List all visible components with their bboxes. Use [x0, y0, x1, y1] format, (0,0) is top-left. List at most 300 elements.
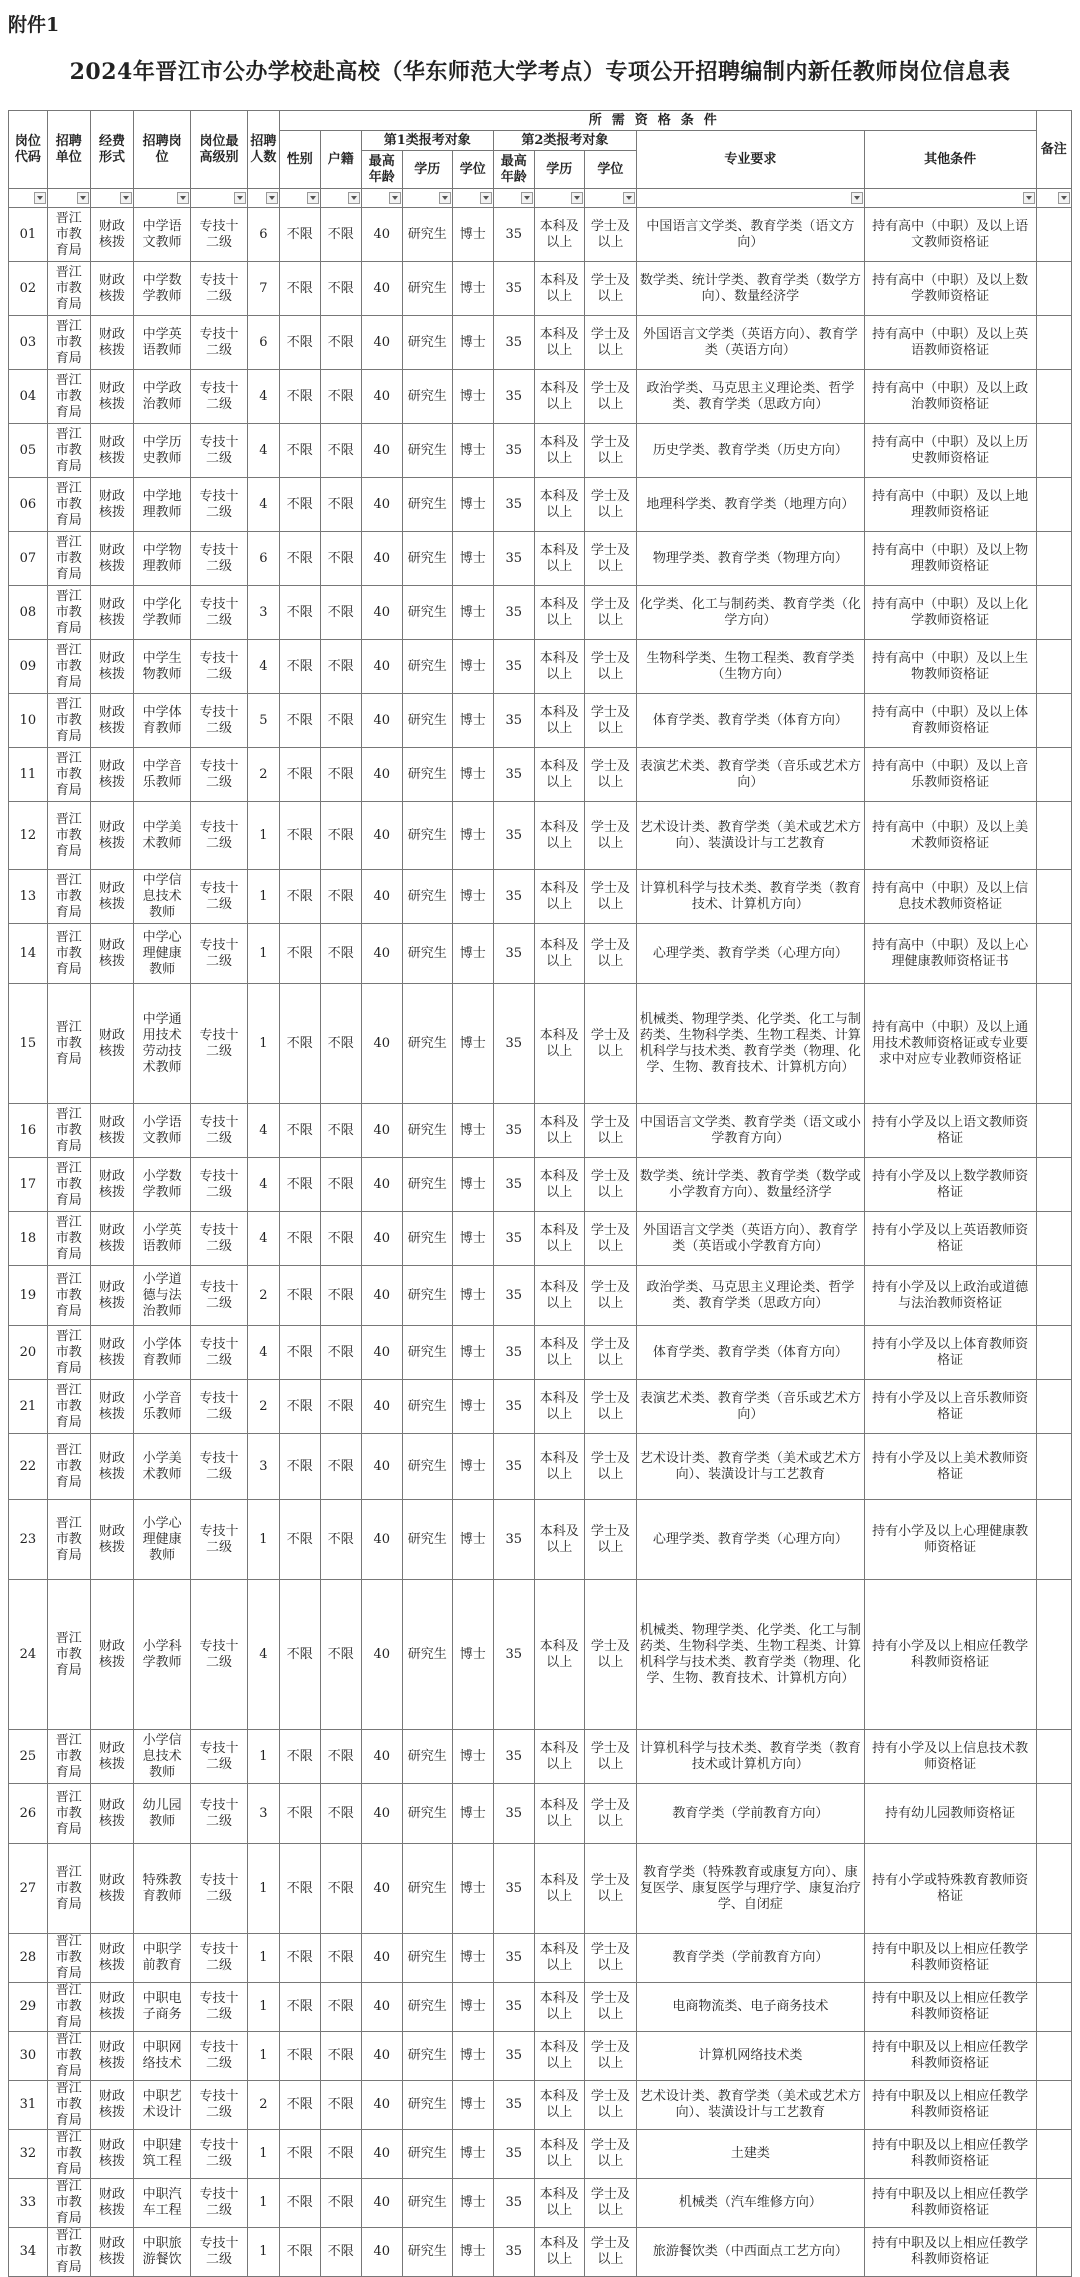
table-row[interactable]	[9, 924, 1072, 984]
cell-edu2[interactable]: 本科及以上	[534, 2228, 584, 2277]
cell-code[interactable]: 13	[9, 870, 48, 924]
cell-edu2[interactable]: 本科及以上	[534, 1266, 584, 1326]
cell-count[interactable]: 4	[247, 1104, 279, 1158]
cell-level[interactable]: 专技十二级	[191, 1326, 248, 1380]
cell-funding[interactable]: 财政核拨	[90, 984, 133, 1104]
cell-deg1[interactable]: 博士	[452, 1212, 493, 1266]
cell-deg2[interactable]: 学士及以上	[584, 424, 636, 478]
cell-position[interactable]: 小学语文教师	[134, 1104, 191, 1158]
filter-hukou[interactable]	[320, 189, 361, 208]
cell-hukou[interactable]: 不限	[320, 694, 361, 748]
cell-age1[interactable]: 40	[361, 1212, 402, 1266]
filter-dropdown-icon[interactable]	[480, 192, 492, 204]
cell-major[interactable]: 外国语言文学类（英语方向）、教育学类（英语或小学教育方向）	[637, 1212, 865, 1266]
cell-funding[interactable]: 财政核拨	[90, 640, 133, 694]
cell-code[interactable]: 22	[9, 1434, 48, 1500]
filter-dropdown-icon[interactable]	[177, 192, 189, 204]
cell-hukou[interactable]: 不限	[320, 1104, 361, 1158]
cell-code[interactable]: 18	[9, 1212, 48, 1266]
cell-funding[interactable]: 财政核拨	[90, 1380, 133, 1434]
cell-remarks[interactable]	[1036, 1844, 1071, 1934]
table-row[interactable]	[9, 1934, 1072, 1983]
cell-code[interactable]: 02	[9, 262, 48, 316]
filter-major[interactable]	[637, 189, 865, 208]
table-row[interactable]	[9, 2130, 1072, 2179]
cell-age2[interactable]: 35	[493, 1500, 534, 1580]
cell-edu2[interactable]: 本科及以上	[534, 748, 584, 802]
cell-funding[interactable]: 财政核拨	[90, 370, 133, 424]
table-row[interactable]	[9, 208, 1072, 262]
cell-remarks[interactable]	[1036, 2179, 1071, 2228]
cell-funding[interactable]: 财政核拨	[90, 586, 133, 640]
cell-funding[interactable]: 财政核拨	[90, 1934, 133, 1983]
table-row[interactable]	[9, 1983, 1072, 2032]
cell-other[interactable]: 持有高中（中职）及以上音乐教师资格证	[864, 748, 1036, 802]
cell-age1[interactable]: 40	[361, 2032, 402, 2081]
cell-deg1[interactable]: 博士	[452, 1326, 493, 1380]
cell-count[interactable]: 2	[247, 1266, 279, 1326]
cell-count[interactable]: 3	[247, 1434, 279, 1500]
cell-hukou[interactable]: 不限	[320, 262, 361, 316]
cell-gender[interactable]: 不限	[279, 748, 320, 802]
cell-deg1[interactable]: 博士	[452, 1730, 493, 1784]
cell-age1[interactable]: 40	[361, 1983, 402, 2032]
filter-dropdown-icon[interactable]	[521, 192, 533, 204]
cell-code[interactable]: 03	[9, 316, 48, 370]
cell-major[interactable]: 表演艺术类、教育学类（音乐或艺术方向）	[637, 1380, 865, 1434]
table-row[interactable]	[9, 802, 1072, 870]
cell-deg1[interactable]: 博士	[452, 478, 493, 532]
cell-age2[interactable]: 35	[493, 802, 534, 870]
cell-major[interactable]: 政治学类、马克思主义理论类、哲学类、教育学类（思政方向）	[637, 1266, 865, 1326]
cell-deg2[interactable]: 学士及以上	[584, 586, 636, 640]
cell-major[interactable]: 心理学类、教育学类（心理方向）	[637, 1500, 865, 1580]
cell-unit[interactable]: 晋江市教育局	[47, 640, 90, 694]
cell-hukou[interactable]: 不限	[320, 1580, 361, 1730]
cell-position[interactable]: 中学语文教师	[134, 208, 191, 262]
cell-edu2[interactable]: 本科及以上	[534, 1844, 584, 1934]
cell-position[interactable]: 中职电子商务	[134, 1983, 191, 2032]
cell-deg1[interactable]: 博士	[452, 586, 493, 640]
cell-age1[interactable]: 40	[361, 984, 402, 1104]
cell-deg1[interactable]: 博士	[452, 1380, 493, 1434]
cell-edu2[interactable]: 本科及以上	[534, 1104, 584, 1158]
cell-code[interactable]: 09	[9, 640, 48, 694]
cell-hukou[interactable]: 不限	[320, 424, 361, 478]
cell-deg1[interactable]: 博士	[452, 1580, 493, 1730]
table-row[interactable]	[9, 1434, 1072, 1500]
cell-age1[interactable]: 40	[361, 532, 402, 586]
cell-major[interactable]: 中国语言文学类、教育学类（语文或小学教育方向）	[637, 1104, 865, 1158]
cell-other[interactable]: 持有高中（中职）及以上语文教师资格证	[864, 208, 1036, 262]
cell-level[interactable]: 专技十二级	[191, 1104, 248, 1158]
cell-deg1[interactable]: 博士	[452, 316, 493, 370]
cell-age1[interactable]: 40	[361, 2081, 402, 2130]
cell-unit[interactable]: 晋江市教育局	[47, 2032, 90, 2081]
cell-major[interactable]: 数学类、统计学类、教育学类（数学方向）、数量经济学	[637, 262, 865, 316]
cell-unit[interactable]: 晋江市教育局	[47, 1934, 90, 1983]
cell-funding[interactable]: 财政核拨	[90, 1983, 133, 2032]
cell-deg2[interactable]: 学士及以上	[584, 640, 636, 694]
cell-hukou[interactable]: 不限	[320, 316, 361, 370]
cell-level[interactable]: 专技十二级	[191, 586, 248, 640]
cell-level[interactable]: 专技十二级	[191, 1380, 248, 1434]
cell-major[interactable]: 机械类（汽车维修方向）	[637, 2179, 865, 2228]
cell-funding[interactable]: 财政核拨	[90, 1212, 133, 1266]
cell-level[interactable]: 专技十二级	[191, 1730, 248, 1784]
cell-major[interactable]: 历史学类、教育学类（历史方向）	[637, 424, 865, 478]
table-row[interactable]	[9, 2179, 1072, 2228]
cell-funding[interactable]: 财政核拨	[90, 1158, 133, 1212]
cell-deg2[interactable]: 学士及以上	[584, 1266, 636, 1326]
cell-remarks[interactable]	[1036, 640, 1071, 694]
cell-other[interactable]: 持有高中（中职）及以上数学教师资格证	[864, 262, 1036, 316]
cell-age2[interactable]: 35	[493, 532, 534, 586]
cell-other[interactable]: 持有中职及以上相应任教学科教师资格证	[864, 1983, 1036, 2032]
cell-age1[interactable]: 40	[361, 1580, 402, 1730]
cell-position[interactable]: 中职汽车工程	[134, 2179, 191, 2228]
cell-major[interactable]: 土建类	[637, 2130, 865, 2179]
cell-edu2[interactable]: 本科及以上	[534, 640, 584, 694]
filter-remarks[interactable]	[1036, 189, 1071, 208]
cell-age2[interactable]: 35	[493, 1784, 534, 1844]
cell-position[interactable]: 中学生物教师	[134, 640, 191, 694]
cell-edu2[interactable]: 本科及以上	[534, 870, 584, 924]
cell-deg2[interactable]: 学士及以上	[584, 2179, 636, 2228]
table-row[interactable]	[9, 1158, 1072, 1212]
cell-other[interactable]: 持有小学或特殊教育教师资格证	[864, 1844, 1036, 1934]
cell-unit[interactable]: 晋江市教育局	[47, 1326, 90, 1380]
cell-gender[interactable]: 不限	[279, 924, 320, 984]
filter-edu1[interactable]	[402, 189, 452, 208]
cell-edu1[interactable]: 研究生	[402, 924, 452, 984]
cell-edu1[interactable]: 研究生	[402, 1326, 452, 1380]
cell-deg1[interactable]: 博士	[452, 532, 493, 586]
cell-age1[interactable]: 40	[361, 1434, 402, 1500]
cell-level[interactable]: 专技十二级	[191, 2081, 248, 2130]
cell-age1[interactable]: 40	[361, 1500, 402, 1580]
cell-age2[interactable]: 35	[493, 1934, 534, 1983]
cell-level[interactable]: 专技十二级	[191, 640, 248, 694]
table-row[interactable]	[9, 1326, 1072, 1380]
filter-edu2[interactable]	[534, 189, 584, 208]
filter-code[interactable]	[9, 189, 48, 208]
cell-edu1[interactable]: 研究生	[402, 1104, 452, 1158]
cell-gender[interactable]: 不限	[279, 1580, 320, 1730]
cell-code[interactable]: 24	[9, 1580, 48, 1730]
cell-remarks[interactable]	[1036, 694, 1071, 748]
table-row[interactable]	[9, 2081, 1072, 2130]
cell-position[interactable]: 中学体育教师	[134, 694, 191, 748]
cell-unit[interactable]: 晋江市教育局	[47, 1844, 90, 1934]
cell-age1[interactable]: 40	[361, 586, 402, 640]
cell-major[interactable]: 艺术设计类、教育学类（美术或艺术方向）、装潢设计与工艺教育	[637, 1434, 865, 1500]
cell-deg1[interactable]: 博士	[452, 2130, 493, 2179]
cell-code[interactable]: 28	[9, 1934, 48, 1983]
cell-level[interactable]: 专技十二级	[191, 1784, 248, 1844]
table-row[interactable]	[9, 1730, 1072, 1784]
cell-edu2[interactable]: 本科及以上	[534, 1212, 584, 1266]
cell-unit[interactable]: 晋江市教育局	[47, 586, 90, 640]
cell-gender[interactable]: 不限	[279, 1104, 320, 1158]
cell-code[interactable]: 23	[9, 1500, 48, 1580]
cell-unit[interactable]: 晋江市教育局	[47, 316, 90, 370]
cell-remarks[interactable]	[1036, 1104, 1071, 1158]
cell-deg2[interactable]: 学士及以上	[584, 1212, 636, 1266]
cell-remarks[interactable]	[1036, 1380, 1071, 1434]
table-row[interactable]	[9, 586, 1072, 640]
filter-dropdown-icon[interactable]	[1058, 192, 1070, 204]
cell-funding[interactable]: 财政核拨	[90, 2032, 133, 2081]
cell-funding[interactable]: 财政核拨	[90, 1104, 133, 1158]
cell-code[interactable]: 32	[9, 2130, 48, 2179]
cell-funding[interactable]: 财政核拨	[90, 1844, 133, 1934]
cell-level[interactable]: 专技十二级	[191, 1212, 248, 1266]
cell-hukou[interactable]: 不限	[320, 1266, 361, 1326]
filter-dropdown-icon[interactable]	[307, 192, 319, 204]
cell-count[interactable]: 7	[247, 262, 279, 316]
cell-deg1[interactable]: 博士	[452, 1500, 493, 1580]
cell-age1[interactable]: 40	[361, 1266, 402, 1326]
cell-deg1[interactable]: 博士	[452, 2228, 493, 2277]
cell-hukou[interactable]: 不限	[320, 1434, 361, 1500]
cell-deg2[interactable]: 学士及以上	[584, 1983, 636, 2032]
cell-deg2[interactable]: 学士及以上	[584, 2228, 636, 2277]
cell-count[interactable]: 4	[247, 640, 279, 694]
cell-gender[interactable]: 不限	[279, 984, 320, 1104]
cell-deg1[interactable]: 博士	[452, 424, 493, 478]
cell-major[interactable]: 表演艺术类、教育学类（音乐或艺术方向）	[637, 748, 865, 802]
cell-funding[interactable]: 财政核拨	[90, 2130, 133, 2179]
cell-deg1[interactable]: 博士	[452, 208, 493, 262]
cell-age2[interactable]: 35	[493, 1158, 534, 1212]
cell-edu2[interactable]: 本科及以上	[534, 2032, 584, 2081]
cell-age2[interactable]: 35	[493, 2179, 534, 2228]
cell-edu2[interactable]: 本科及以上	[534, 2179, 584, 2228]
cell-age2[interactable]: 35	[493, 1844, 534, 1934]
cell-age2[interactable]: 35	[493, 748, 534, 802]
filter-other[interactable]	[864, 189, 1036, 208]
cell-edu1[interactable]: 研究生	[402, 1158, 452, 1212]
cell-count[interactable]: 1	[247, 1934, 279, 1983]
cell-position[interactable]: 中学信息技术教师	[134, 870, 191, 924]
cell-age2[interactable]: 35	[493, 478, 534, 532]
cell-gender[interactable]: 不限	[279, 1784, 320, 1844]
cell-edu1[interactable]: 研究生	[402, 586, 452, 640]
cell-age1[interactable]: 40	[361, 1158, 402, 1212]
cell-remarks[interactable]	[1036, 262, 1071, 316]
cell-level[interactable]: 专技十二级	[191, 1434, 248, 1500]
cell-code[interactable]: 16	[9, 1104, 48, 1158]
cell-unit[interactable]: 晋江市教育局	[47, 370, 90, 424]
cell-edu1[interactable]: 研究生	[402, 802, 452, 870]
cell-age2[interactable]: 35	[493, 2130, 534, 2179]
cell-hukou[interactable]: 不限	[320, 924, 361, 984]
cell-edu1[interactable]: 研究生	[402, 694, 452, 748]
cell-edu1[interactable]: 研究生	[402, 1983, 452, 2032]
cell-deg1[interactable]: 博士	[452, 802, 493, 870]
cell-unit[interactable]: 晋江市教育局	[47, 870, 90, 924]
cell-edu1[interactable]: 研究生	[402, 870, 452, 924]
cell-count[interactable]: 6	[247, 316, 279, 370]
cell-level[interactable]: 专技十二级	[191, 1983, 248, 2032]
table-row[interactable]	[9, 1844, 1072, 1934]
cell-major[interactable]: 教育学类（特殊教育或康复方向）、康复医学、康复医学与理疗学、康复治疗学、自闭症	[637, 1844, 865, 1934]
cell-count[interactable]: 1	[247, 2179, 279, 2228]
cell-unit[interactable]: 晋江市教育局	[47, 1983, 90, 2032]
cell-remarks[interactable]	[1036, 802, 1071, 870]
cell-deg2[interactable]: 学士及以上	[584, 802, 636, 870]
cell-edu1[interactable]: 研究生	[402, 2081, 452, 2130]
cell-remarks[interactable]	[1036, 478, 1071, 532]
cell-remarks[interactable]	[1036, 1158, 1071, 1212]
cell-funding[interactable]: 财政核拨	[90, 1500, 133, 1580]
cell-position[interactable]: 中职网络技术	[134, 2032, 191, 2081]
cell-funding[interactable]: 财政核拨	[90, 1434, 133, 1500]
cell-remarks[interactable]	[1036, 1500, 1071, 1580]
cell-major[interactable]: 地理科学类、教育学类（地理方向）	[637, 478, 865, 532]
cell-deg2[interactable]: 学士及以上	[584, 1326, 636, 1380]
cell-other[interactable]: 持有高中（中职）及以上英语教师资格证	[864, 316, 1036, 370]
cell-code[interactable]: 27	[9, 1844, 48, 1934]
cell-deg1[interactable]: 博士	[452, 984, 493, 1104]
cell-gender[interactable]: 不限	[279, 316, 320, 370]
cell-count[interactable]: 1	[247, 2130, 279, 2179]
cell-age1[interactable]: 40	[361, 802, 402, 870]
cell-position[interactable]: 小学信息技术教师	[134, 1730, 191, 1784]
cell-deg1[interactable]: 博士	[452, 870, 493, 924]
cell-count[interactable]: 1	[247, 984, 279, 1104]
cell-remarks[interactable]	[1036, 748, 1071, 802]
cell-remarks[interactable]	[1036, 2081, 1071, 2130]
cell-position[interactable]: 中学英语教师	[134, 316, 191, 370]
cell-gender[interactable]: 不限	[279, 1730, 320, 1784]
cell-unit[interactable]: 晋江市教育局	[47, 1784, 90, 1844]
cell-edu1[interactable]: 研究生	[402, 1730, 452, 1784]
cell-level[interactable]: 专技十二级	[191, 2228, 248, 2277]
cell-age2[interactable]: 35	[493, 640, 534, 694]
cell-age2[interactable]: 35	[493, 2228, 534, 2277]
cell-deg2[interactable]: 学士及以上	[584, 748, 636, 802]
cell-remarks[interactable]	[1036, 586, 1071, 640]
cell-gender[interactable]: 不限	[279, 1934, 320, 1983]
cell-major[interactable]: 教育学类（学前教育方向）	[637, 1934, 865, 1983]
cell-age1[interactable]: 40	[361, 1326, 402, 1380]
cell-unit[interactable]: 晋江市教育局	[47, 532, 90, 586]
cell-deg2[interactable]: 学士及以上	[584, 1158, 636, 1212]
cell-count[interactable]: 2	[247, 2081, 279, 2130]
cell-age2[interactable]: 35	[493, 2032, 534, 2081]
cell-age2[interactable]: 35	[493, 1580, 534, 1730]
cell-major[interactable]: 体育学类、教育学类（体育方向）	[637, 694, 865, 748]
cell-level[interactable]: 专技十二级	[191, 2179, 248, 2228]
cell-position[interactable]: 中职艺术设计	[134, 2081, 191, 2130]
cell-edu2[interactable]: 本科及以上	[534, 208, 584, 262]
cell-major[interactable]: 电商物流类、电子商务技术	[637, 1983, 865, 2032]
cell-age2[interactable]: 35	[493, 1266, 534, 1326]
cell-position[interactable]: 小学音乐教师	[134, 1380, 191, 1434]
cell-code[interactable]: 20	[9, 1326, 48, 1380]
cell-other[interactable]: 持有小学及以上美术教师资格证	[864, 1434, 1036, 1500]
cell-position[interactable]: 中学地理教师	[134, 478, 191, 532]
cell-edu2[interactable]: 本科及以上	[534, 1500, 584, 1580]
filter-level[interactable]	[191, 189, 248, 208]
cell-age2[interactable]: 35	[493, 1326, 534, 1380]
cell-edu1[interactable]: 研究生	[402, 1434, 452, 1500]
cell-edu1[interactable]: 研究生	[402, 478, 452, 532]
cell-hukou[interactable]: 不限	[320, 586, 361, 640]
cell-edu1[interactable]: 研究生	[402, 640, 452, 694]
cell-age2[interactable]: 35	[493, 424, 534, 478]
cell-remarks[interactable]	[1036, 1580, 1071, 1730]
cell-age2[interactable]: 35	[493, 1730, 534, 1784]
cell-level[interactable]: 专技十二级	[191, 1158, 248, 1212]
cell-hukou[interactable]: 不限	[320, 208, 361, 262]
cell-other[interactable]: 持有高中（中职）及以上信息技术教师资格证	[864, 870, 1036, 924]
cell-unit[interactable]: 晋江市教育局	[47, 1158, 90, 1212]
table-row[interactable]	[9, 1500, 1072, 1580]
cell-edu1[interactable]: 研究生	[402, 2130, 452, 2179]
cell-edu2[interactable]: 本科及以上	[534, 1434, 584, 1500]
cell-level[interactable]: 专技十二级	[191, 478, 248, 532]
cell-other[interactable]: 持有高中（中职）及以上美术教师资格证	[864, 802, 1036, 870]
table-row[interactable]	[9, 316, 1072, 370]
cell-level[interactable]: 专技十二级	[191, 208, 248, 262]
cell-level[interactable]: 专技十二级	[191, 1500, 248, 1580]
cell-edu2[interactable]: 本科及以上	[534, 532, 584, 586]
cell-age1[interactable]: 40	[361, 478, 402, 532]
cell-edu2[interactable]: 本科及以上	[534, 424, 584, 478]
cell-deg1[interactable]: 博士	[452, 1104, 493, 1158]
cell-remarks[interactable]	[1036, 1983, 1071, 2032]
cell-count[interactable]: 6	[247, 208, 279, 262]
cell-edu2[interactable]: 本科及以上	[534, 2130, 584, 2179]
cell-unit[interactable]: 晋江市教育局	[47, 2228, 90, 2277]
cell-position[interactable]: 中学化学教师	[134, 586, 191, 640]
cell-code[interactable]: 01	[9, 208, 48, 262]
cell-code[interactable]: 33	[9, 2179, 48, 2228]
table-row[interactable]	[9, 1380, 1072, 1434]
cell-edu2[interactable]: 本科及以上	[534, 478, 584, 532]
cell-count[interactable]: 3	[247, 1784, 279, 1844]
filter-dropdown-icon[interactable]	[623, 192, 635, 204]
cell-edu1[interactable]: 研究生	[402, 2228, 452, 2277]
cell-hukou[interactable]: 不限	[320, 478, 361, 532]
cell-position[interactable]: 中职旅游餐饮	[134, 2228, 191, 2277]
cell-major[interactable]: 数学类、统计学类、教育学类（数学或小学教育方向）、数量经济学	[637, 1158, 865, 1212]
cell-level[interactable]: 专技十二级	[191, 316, 248, 370]
filter-dropdown-icon[interactable]	[389, 192, 401, 204]
cell-major[interactable]: 体育学类、教育学类（体育方向）	[637, 1326, 865, 1380]
cell-edu1[interactable]: 研究生	[402, 370, 452, 424]
cell-edu1[interactable]: 研究生	[402, 1500, 452, 1580]
cell-gender[interactable]: 不限	[279, 2179, 320, 2228]
cell-hukou[interactable]: 不限	[320, 984, 361, 1104]
cell-age1[interactable]: 40	[361, 1934, 402, 1983]
cell-age1[interactable]: 40	[361, 2228, 402, 2277]
cell-edu2[interactable]: 本科及以上	[534, 1983, 584, 2032]
cell-code[interactable]: 30	[9, 2032, 48, 2081]
cell-level[interactable]: 专技十二级	[191, 1844, 248, 1934]
cell-remarks[interactable]	[1036, 370, 1071, 424]
cell-age2[interactable]: 35	[493, 370, 534, 424]
cell-age2[interactable]: 35	[493, 208, 534, 262]
cell-unit[interactable]: 晋江市教育局	[47, 1730, 90, 1784]
cell-position[interactable]: 中职学前教育	[134, 1934, 191, 1983]
cell-hukou[interactable]: 不限	[320, 1784, 361, 1844]
cell-edu2[interactable]: 本科及以上	[534, 370, 584, 424]
cell-remarks[interactable]	[1036, 1266, 1071, 1326]
